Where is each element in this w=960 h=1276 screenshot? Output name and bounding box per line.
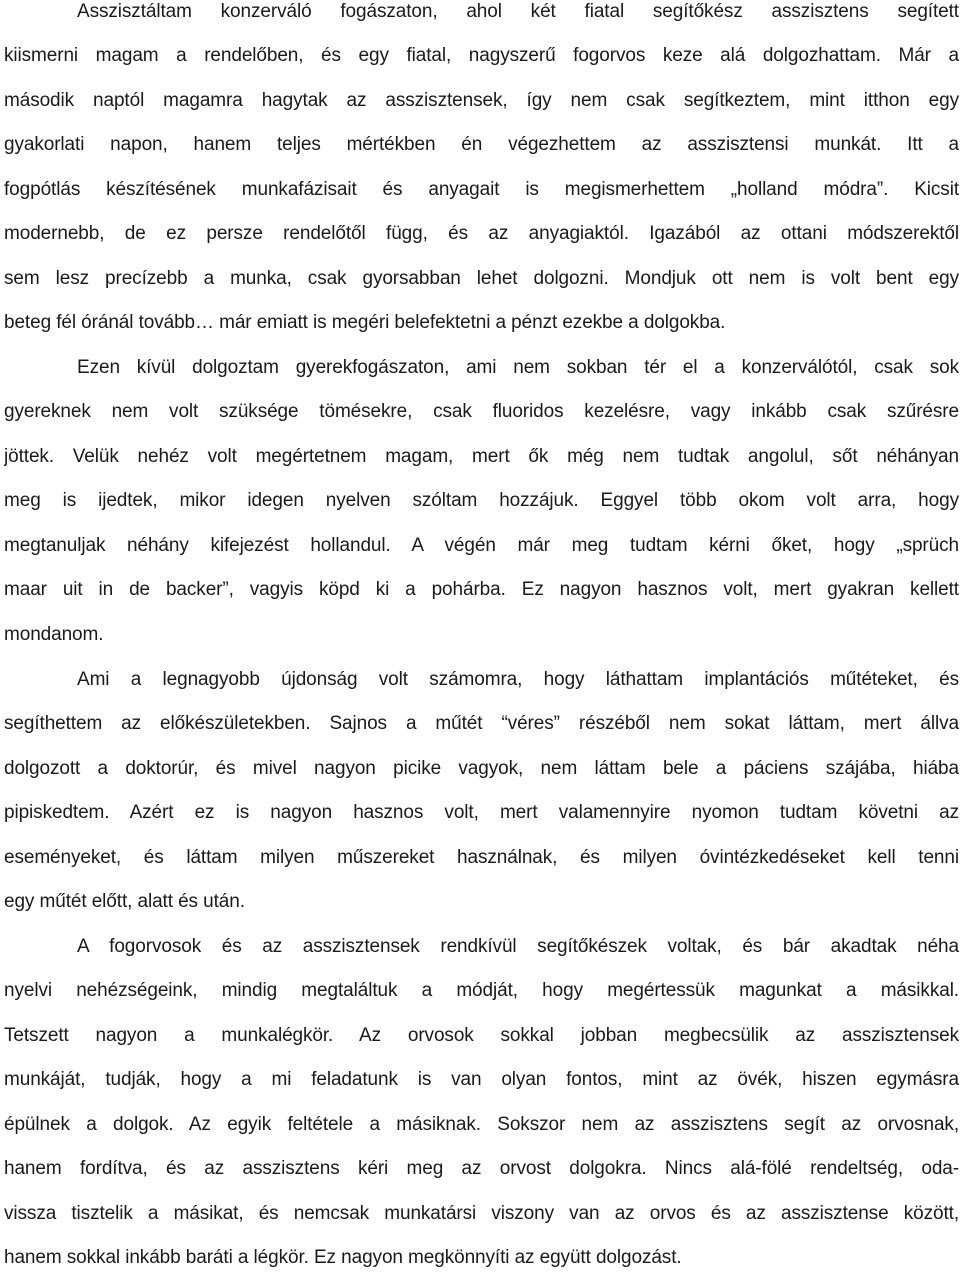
text-line: mondanom. (4, 624, 104, 645)
text-line: eseményeket, és láttam milyen műszereket használnak, és milyen óvintézkedéseket kell tenni (4, 847, 959, 868)
text-line: kiismerni magam a rendelőben, és egy fiatal, nagyszerű fogorvos keze alá dolgozhattam. Már a (4, 45, 959, 66)
text-line: második naptól magamra hagytak az asszisztensek, így nem csak segítkeztem, mint itthon egy (4, 90, 959, 111)
text-line: modernebb, de ez persze rendelőtől függ, és az anyagiaktól. Igazából az ottani módszerektől (4, 223, 959, 244)
text-line: Ezen kívül dolgoztam gyerekfogászaton, ami nem sokban tér el a konzerválótól, csak sok (77, 357, 959, 378)
text-line: Asszisztáltam konzerváló fogászaton, ahol két fiatal segítőkész asszisztens segített (77, 1, 959, 22)
text-line: beteg fél óránál tovább… már emiatt is megéri belefektetni a pénzt ezekbe a dolgokba. (4, 312, 726, 333)
text-line: A fogorvosok és az asszisztensek rendkívül segítőkészek voltak, és bár akadtak néha (77, 936, 959, 957)
text-line: Ami a legnagyobb újdonság volt számomra, hogy láthattam implantációs műtéteket, és (77, 669, 959, 690)
text-line: meg is ijedtek, mikor idegen nyelven szóltam hozzájuk. Eggyel több okom volt arra, hogy (4, 490, 959, 511)
text-line: nyelvi nehézségeink, mindig megtaláltuk a módját, hogy megértessük magunkat a másikkal. (4, 980, 959, 1001)
text-line: gyakorlati napon, hanem teljes mértékben én végezhettem az asszisztensi munkát. Itt a (4, 134, 959, 155)
text-line: jöttek. Velük nehéz volt megértetnem magam, mert ők még nem tudtak angolul, sőt néhányan (4, 446, 959, 467)
text-line: dolgozott a doktorúr, és mivel nagyon picike vagyok, nem láttam bele a páciens szájába, hiába (4, 758, 959, 779)
text-line: megtanuljak néhány kifejezést hollandul. A végén már meg tudtam kérni őket, hogy „sprüch (4, 535, 959, 556)
text-line: munkáját, tudják, hogy a mi feladatunk is van olyan fontos, mint az övék, hiszen egymásra (4, 1069, 959, 1090)
text-line: sem lesz precízebb a munka, csak gyorsabban lehet dolgozni. Mondjuk ott nem is volt bent egy (4, 268, 959, 289)
text-line: gyereknek nem volt szüksége tömésekre, csak fluoridos kezelésre, vagy inkább csak szűrésre (4, 401, 959, 422)
text-line: egy műtét előtt, alatt és után. (4, 891, 245, 912)
text-line: segíthettem az előkészületekben. Sajnos a műtét “véres” részéből nem sokat láttam, mert állva (4, 713, 959, 734)
text-line: maar uit in de backer”, vagyis köpd ki a pohárba. Ez nagyon hasznos volt, mert gyakran kellett (4, 579, 959, 600)
text-line: fogpótlás készítésének munkafázisait és anyagait is megismerhettem „holland módra”. Kicsit (4, 179, 959, 200)
text-line: épülnek a dolgok. Az egyik feltétele a másiknak. Sokszor nem az asszisztens segít az orvosnak, (4, 1114, 959, 1135)
text-line: hanem fordítva, és az asszisztens kéri meg az orvost dolgokra. Nincs alá-fölé rendeltség, oda- (4, 1158, 959, 1179)
text-line: vissza tisztelik a másikat, és nemcsak munkatársi viszony van az orvos és az asszisztense között, (4, 1203, 959, 1224)
text-line: pipiskedtem. Azért ez is nagyon hasznos volt, mert valamennyire nyomon tudtam követni az (4, 802, 959, 823)
text-line: Tetszett nagyon a munkalégkör. Az orvosok sokkal jobban megbecsülik az asszisztensek (4, 1025, 959, 1046)
text-line: hanem sokkal inkább baráti a légkör. Ez nagyon megkönnyíti az együtt dolgozást. (4, 1247, 682, 1268)
